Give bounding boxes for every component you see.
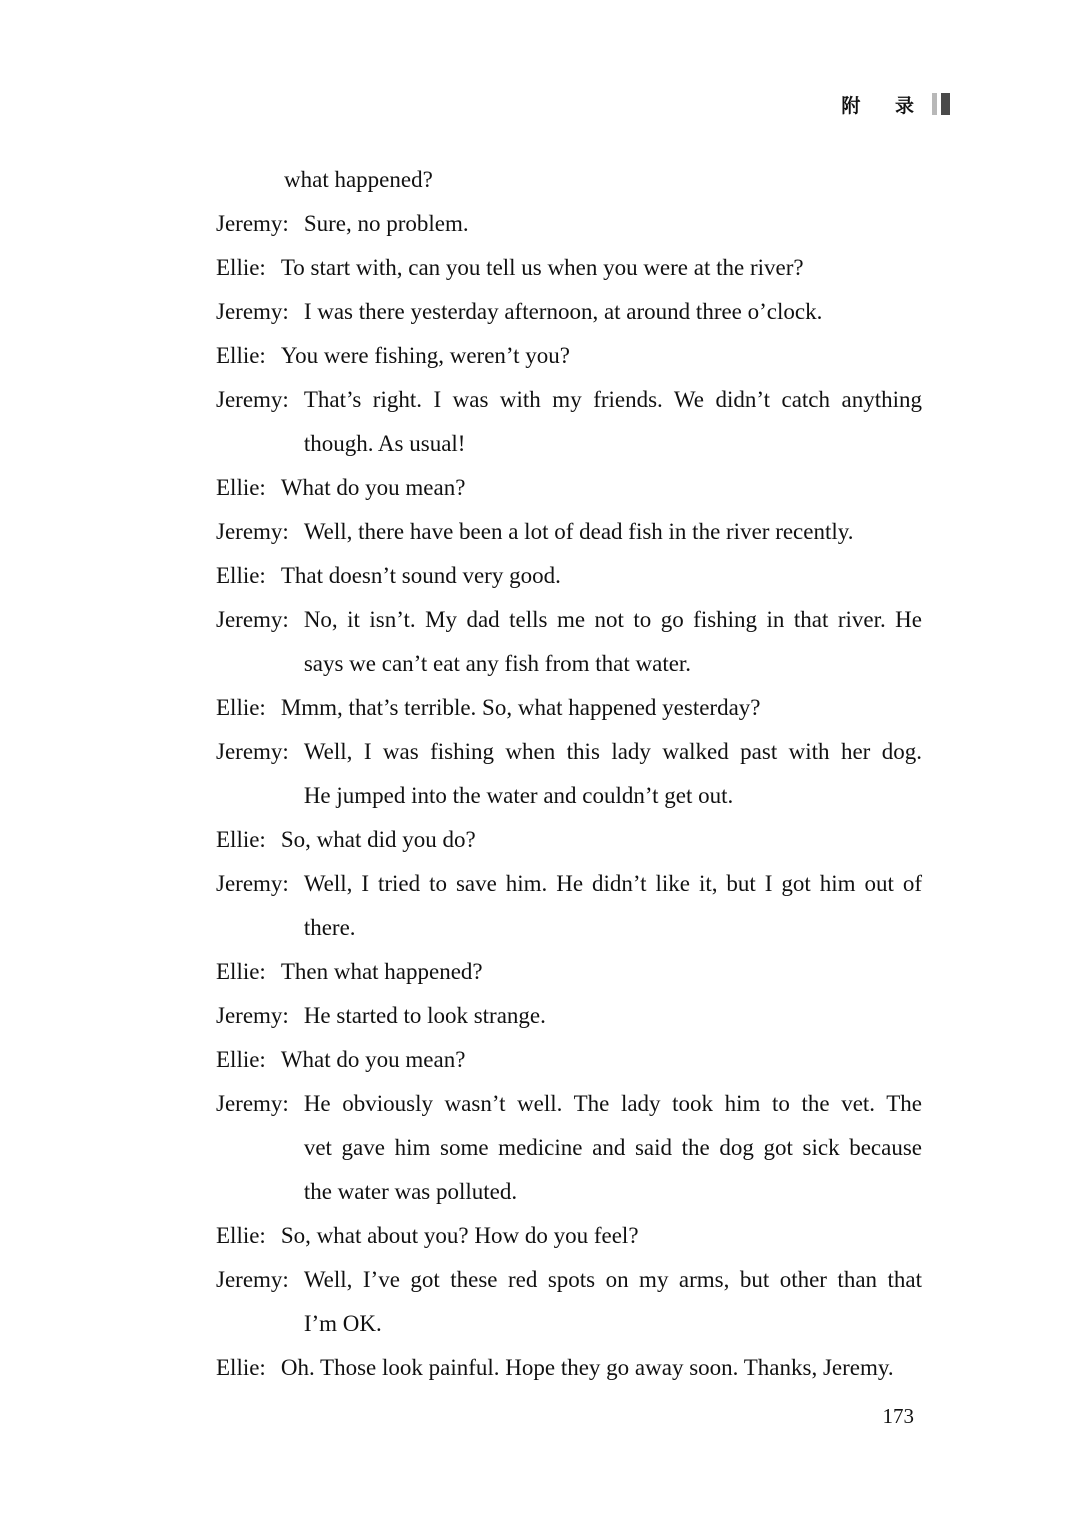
- speaker-label: Ellie:: [216, 343, 266, 368]
- dialogue-turn: [216, 512, 922, 556]
- speech-text: [304, 1260, 922, 1348]
- speech-line: there.: [303, 915, 356, 940]
- speech-line: though. As usual!: [303, 431, 466, 456]
- speech-text: [281, 556, 922, 600]
- speech-line: He jumped into the water and couldn’t get out.: [303, 783, 734, 808]
- speaker-label: Jeremy:: [216, 1091, 289, 1116]
- speech-text: [304, 732, 922, 820]
- speech-text: [281, 1040, 922, 1084]
- speaker-label: Jeremy:: [216, 299, 289, 324]
- header-bar-thin: [932, 93, 937, 115]
- running-head-title: 附 录: [841, 94, 928, 117]
- speech-line: To start with, can you tell us when you were at the river?: [280, 255, 804, 280]
- speech-text: [281, 1348, 922, 1392]
- dialogue-turn: [216, 336, 922, 380]
- dialogue-turn: [216, 732, 922, 820]
- speech-line: He started to look strange.: [303, 1003, 546, 1028]
- dialogue-turn: [216, 292, 922, 336]
- speech-text: [281, 1216, 922, 1260]
- speech-line: He obviously wasn’t well. The lady took him to the vet. The: [303, 1091, 922, 1116]
- speech-line: Well, I’ve got these red spots on my arms, but other than that: [303, 1267, 922, 1292]
- speech-line: That doesn’t sound very good.: [280, 563, 561, 588]
- speech-line: Then what happened?: [280, 959, 483, 984]
- speech-line: says we can’t eat any fish from that water.: [303, 651, 692, 676]
- speech-text: [281, 248, 922, 292]
- speaker-label: Ellie:: [216, 827, 266, 852]
- speech-text: [281, 952, 922, 996]
- speaker-label: Jeremy:: [216, 519, 289, 544]
- speech-line: What do you mean?: [280, 1047, 466, 1072]
- dialogue-turn: [216, 1216, 922, 1260]
- speech-text: [304, 204, 922, 248]
- speech-line: No, it isn’t. My dad tells me not to go fishing in that river. He: [303, 607, 922, 632]
- speaker-label: Jeremy:: [216, 1267, 289, 1292]
- dialogue-transcript: [216, 160, 922, 1392]
- speaker-label: Jeremy:: [216, 211, 289, 236]
- speech-text: [281, 820, 922, 864]
- speech-text: [304, 996, 922, 1040]
- continuation-line: what happened?: [284, 167, 433, 192]
- page-number: 173: [882, 1404, 914, 1428]
- dialogue-turn: [216, 556, 922, 600]
- speech-line: Oh. Those look painful. Hope they go away soon. Thanks, Jeremy.: [280, 1355, 894, 1380]
- speech-line: That’s right. I was with my friends. We didn’t catch anything: [303, 387, 922, 412]
- speech-line: vet gave him some medicine and said the dog got sick because: [303, 1135, 922, 1160]
- dialogue-turn: [216, 952, 922, 996]
- dialogue-turn: [216, 248, 922, 292]
- dialogue-turn: [216, 688, 922, 732]
- speaker-label: Ellie:: [216, 1355, 266, 1380]
- speech-text: [304, 600, 922, 688]
- dialogue-turn: [216, 996, 922, 1040]
- speaker-label: Jeremy:: [216, 1003, 289, 1028]
- speech-text: [304, 380, 922, 468]
- speech-line: So, what did you do?: [280, 827, 476, 852]
- header-bar-decoration: [932, 93, 950, 115]
- speech-line: Well, I tried to save him. He didn’t like it, but I got him out of: [303, 871, 922, 896]
- speech-text: [304, 512, 922, 556]
- speech-line: So, what about you? How do you feel?: [280, 1223, 639, 1248]
- speaker-label: Ellie:: [216, 1223, 266, 1248]
- speaker-label: Ellie:: [216, 1047, 266, 1072]
- speaker-label: Ellie:: [216, 475, 266, 500]
- speech-text: [304, 292, 922, 336]
- dialogue-turn: [216, 864, 922, 952]
- speech-line: Well, I was fishing when this lady walked past with her dog.: [303, 739, 922, 764]
- speaker-label: Ellie:: [216, 563, 266, 588]
- running-head: [841, 90, 950, 118]
- header-bar-thick: [941, 93, 950, 115]
- speech-line: You were fishing, weren’t you?: [280, 343, 570, 368]
- speaker-label: Jeremy:: [216, 607, 289, 632]
- speech-line: What do you mean?: [280, 475, 466, 500]
- speaker-label: Jeremy:: [216, 387, 289, 412]
- speech-text: [281, 468, 922, 512]
- speaker-label: Ellie:: [216, 695, 266, 720]
- speech-line: Sure, no problem.: [303, 211, 469, 236]
- speech-text: [281, 336, 922, 380]
- dialogue-turn: [216, 1084, 922, 1216]
- speech-line: Mmm, that’s terrible. So, what happened yesterday?: [280, 695, 761, 720]
- speech-text: [304, 864, 922, 952]
- dialogue-turn: [216, 1348, 922, 1392]
- dialogue-turn: [216, 204, 922, 248]
- dialogue-turn: [216, 468, 922, 512]
- speaker-label: Ellie:: [216, 255, 266, 280]
- speaker-label: Jeremy:: [216, 871, 289, 896]
- speech-line: the water was polluted.: [303, 1179, 518, 1204]
- dialogue-turn: [216, 1260, 922, 1348]
- speech-line: Well, there have been a lot of dead fish in the river recently.: [303, 519, 854, 544]
- speech-line: I was there yesterday afternoon, at around three o’clock.: [303, 299, 823, 324]
- dialogue-turn: [216, 600, 922, 688]
- dialogue-turn: [216, 380, 922, 468]
- speaker-label: Jeremy:: [216, 739, 289, 764]
- speech-line: I’m OK.: [303, 1311, 382, 1336]
- dialogue-turn: [216, 820, 922, 864]
- speech-text: [304, 1084, 922, 1216]
- speech-text: [281, 688, 922, 732]
- dialogue-turn: [216, 1040, 922, 1084]
- speaker-label: Ellie:: [216, 959, 266, 984]
